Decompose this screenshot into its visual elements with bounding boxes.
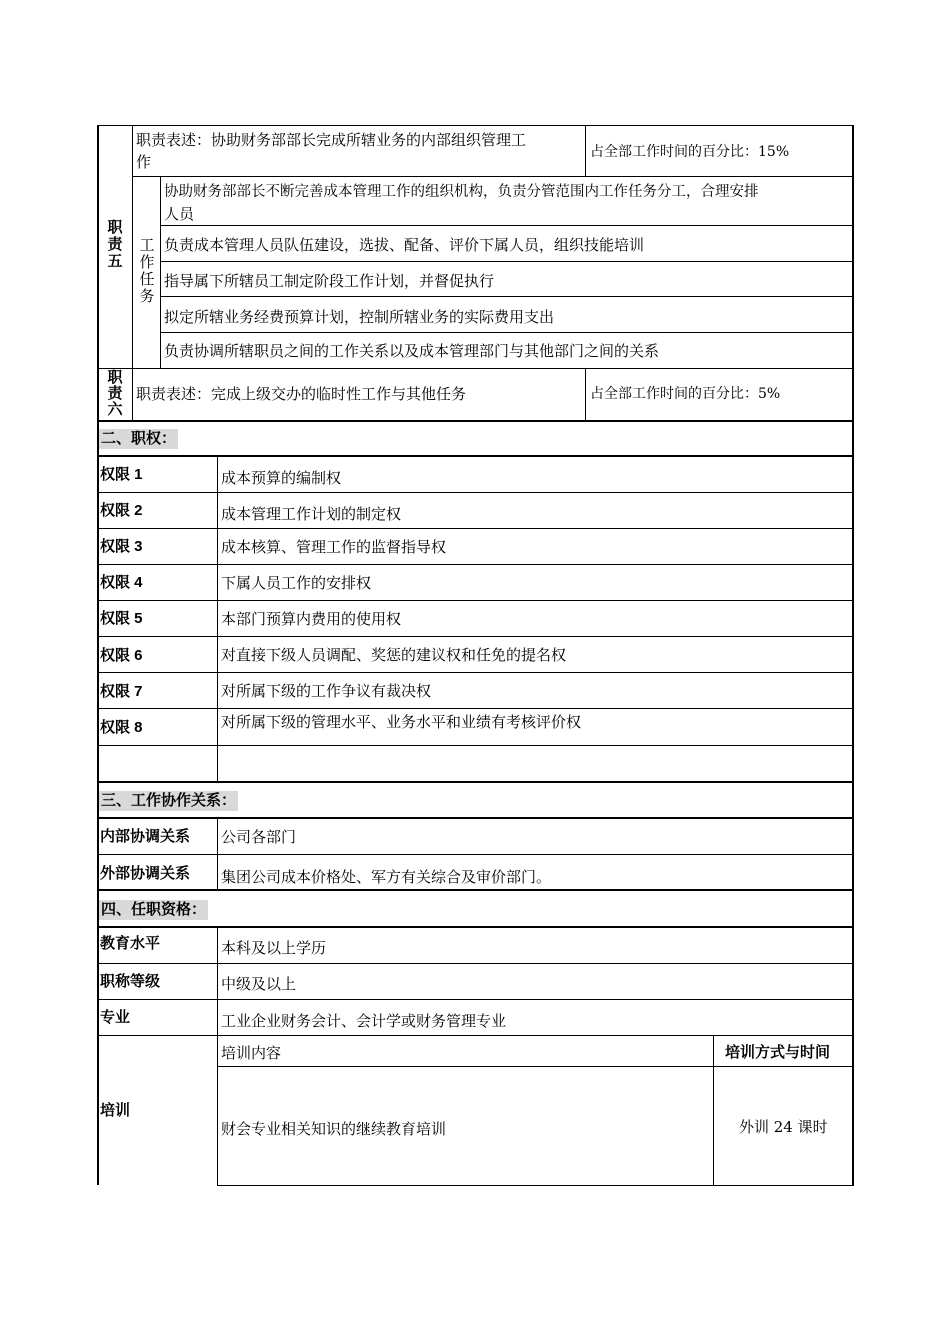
major-value: 工业企业财务会计、会计学或财务管理专业: [221, 1012, 507, 1030]
duty5-task2: 负责成本管理人员队伍建设，选拔、配备、评价下属人员，组织技能培训: [164, 236, 645, 254]
authority-label-8: 权限 8: [100, 719, 143, 736]
education-value: 本科及以上学历: [221, 939, 327, 957]
authority-value-8: 对所属下级的管理水平、业务水平和业绩有考核评价权: [221, 713, 582, 731]
duty5-task4: 拟定所辖业务经费预算计划，控制所辖业务的实际费用支出: [164, 308, 555, 326]
internal-coop-value: 公司各部门: [221, 828, 297, 846]
authority-value-4: 下属人员工作的安排权: [221, 574, 372, 592]
duty6-percent: 占全部工作时间的百分比：5%: [590, 386, 781, 402]
authority-label-2: 权限 2: [100, 502, 143, 519]
authority-label-6: 权限 6: [100, 647, 143, 664]
title-level-value: 中级及以上: [221, 975, 297, 993]
duty5-task3: 指导属下所辖员工制定阶段工作计划，并督促执行: [164, 272, 495, 290]
duty6-title: 职责六: [107, 369, 123, 418]
duty5-summary-line2: 作: [136, 153, 152, 171]
education-label: 教育水平: [100, 935, 161, 952]
training-content-header: 培训内容: [221, 1044, 282, 1062]
authority-value-2: 成本管理工作计划的制定权: [221, 505, 402, 523]
authority-label-7: 权限 7: [100, 683, 143, 700]
cooperation-header: 三、工作协作关系：: [101, 792, 237, 809]
training-method: 外训 24 课时: [739, 1118, 828, 1136]
authority-value-6: 对直接下级人员调配、奖惩的建议权和任免的提名权: [221, 646, 567, 664]
authority-label-3: 权限 3: [100, 538, 143, 555]
duty6-summary: 职责表述：完成上级交办的临时性工作与其他任务: [136, 385, 467, 403]
duty5-tasks-label: 工作任务: [139, 236, 155, 305]
authority-value-7: 对所属下级的工作争议有裁决权: [221, 682, 432, 700]
authority-label-1: 权限 1: [100, 466, 143, 483]
duty5-task5: 负责协调所辖职员之间的工作关系以及成本管理部门与其他部门之间的关系: [164, 342, 660, 360]
major-label: 专业: [100, 1009, 131, 1026]
external-coop-value: 集团公司成本价格处、军方有关综合及审价部门。: [221, 868, 552, 886]
authority-value-5: 本部门预算内费用的使用权: [221, 610, 402, 628]
authority-header: 二、职权：: [101, 430, 177, 447]
qualification-header: 四、任职资格：: [101, 901, 207, 918]
authority-value-1: 成本预算的编制权: [221, 469, 342, 487]
training-content: 财会专业相关知识的继续教育培训: [221, 1120, 447, 1138]
authority-label-5: 权限 5: [100, 610, 143, 627]
training-label: 培训: [100, 1102, 131, 1119]
duty5-percent: 占全部工作时间的百分比：15%: [590, 144, 790, 160]
duty5-summary-line1: 职责表述：协助财务部部长完成所辖业务的内部组织管理工: [136, 131, 527, 149]
external-coop-label: 外部协调关系: [100, 865, 191, 882]
duty5-title: 职责五: [107, 219, 123, 270]
internal-coop-label: 内部协调关系: [100, 828, 191, 845]
authority-label-4: 权限 4: [100, 574, 143, 591]
authority-value-3: 成本核算、管理工作的监督指导权: [221, 538, 447, 556]
training-method-header: 培训方式与时间: [725, 1044, 831, 1061]
duty5-task1-line2: 人员: [164, 205, 195, 223]
duty5-task1-line1: 协助财务部部长不断完善成本管理工作的组织机构，负责分管范围内工作任务分工，合理安排: [164, 184, 759, 200]
title-level-label: 职称等级: [100, 973, 161, 990]
